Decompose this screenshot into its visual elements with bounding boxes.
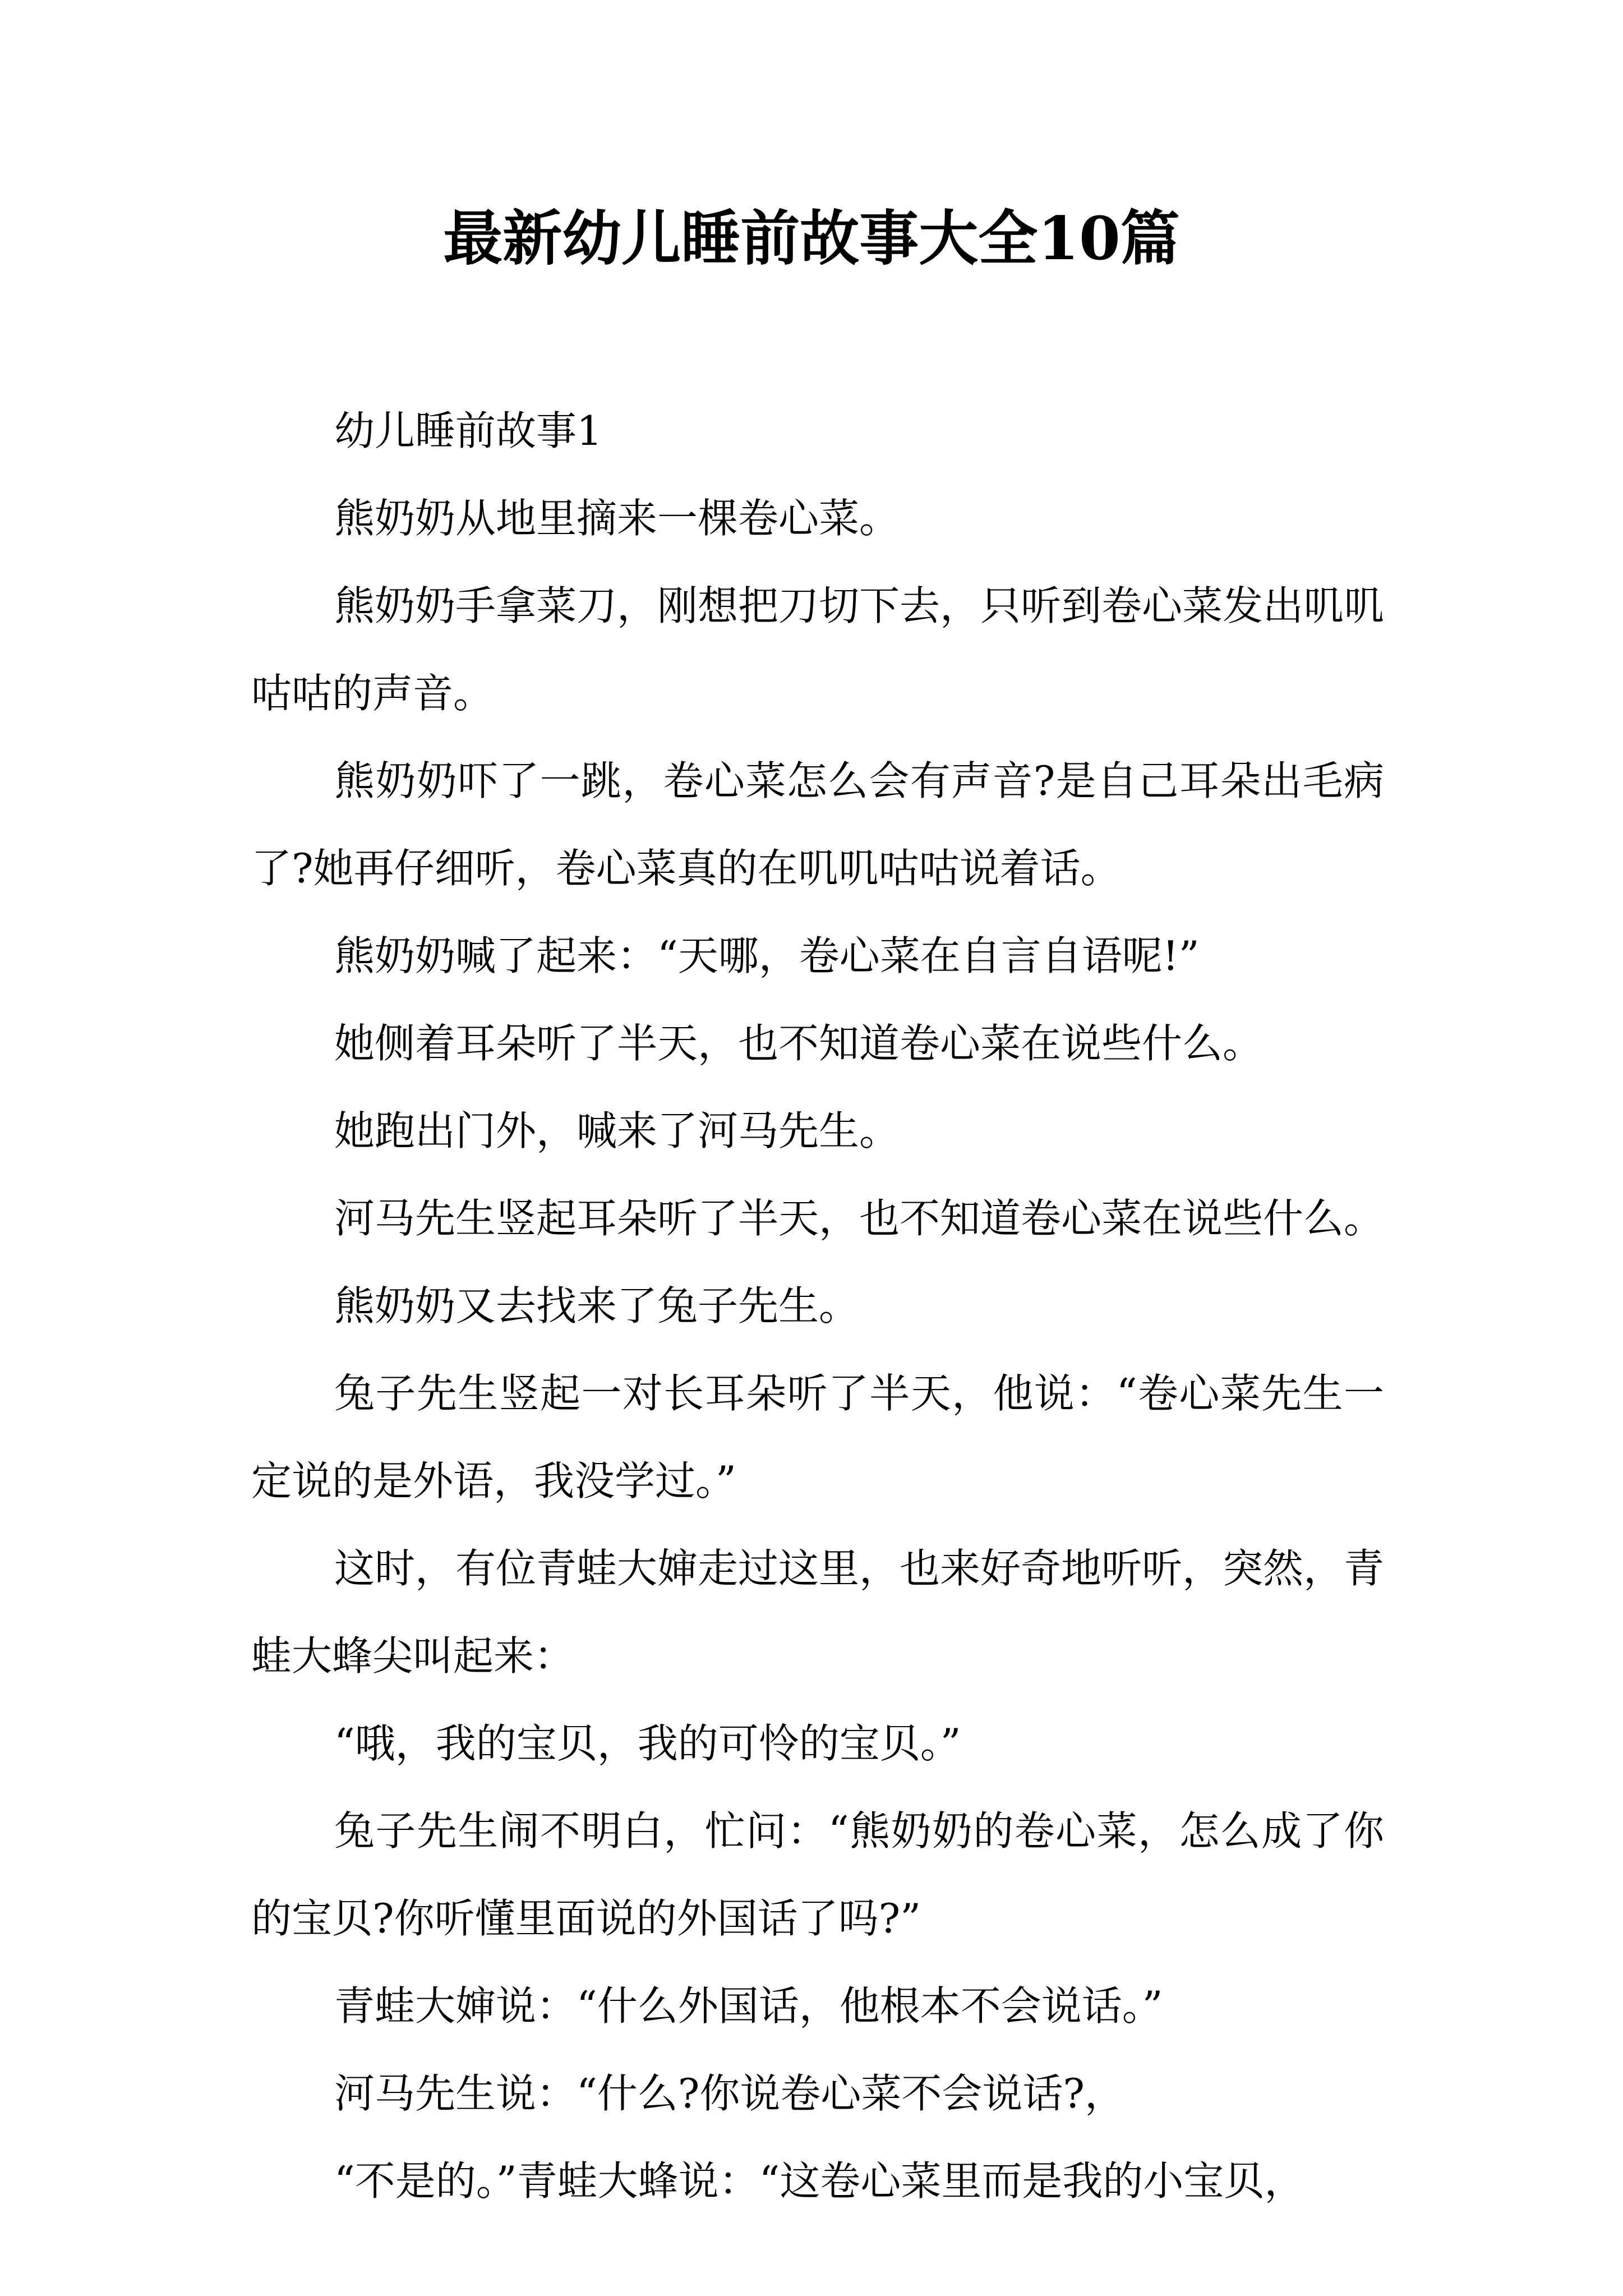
- story-heading: 幼儿睡前故事1: [334, 407, 602, 454]
- paragraph: 熊奶奶手拿菜刀，刚想把刀切下去，只听到卷心菜发出叽叽咕咕的声音。: [251, 582, 1385, 717]
- paragraph: 青蛙大婶说：“什么外国话，他根本不会说话。”: [334, 1982, 1163, 2030]
- paragraph: 兔子先生闹不明白，忙问：“熊奶奶的卷心菜，怎么成了你的宝贝?你听懂里面说的外国话了吗?”: [251, 1807, 1384, 1942]
- paragraph: 兔子先生竖起一对长耳朵听了半天，他说：“卷心菜先生一定说的是外语，我没学过。”: [251, 1370, 1384, 1504]
- paragraph: 熊奶奶吓了一跳，卷心菜怎么会有声音?是自己耳朵出毛病了?她再仔细听，卷心菜真的在叽叽咕咕说着话。: [251, 757, 1384, 892]
- paragraph: 她跑出门外，喊来了河马先生。: [334, 1107, 900, 1154]
- paragraph: 这时，有位青蛙大婶走过这里，也来好奇地听听，突然，青蛙大蜂尖叫起来：: [251, 1545, 1385, 1680]
- paragraph: 她侧着耳朵听了半天，也不知道卷心菜在说些什么。: [334, 1020, 1264, 1067]
- paragraph: 熊奶奶喊了起来：“天哪，卷心菜在自言自语呢!”: [334, 932, 1200, 979]
- paragraph: 河马先生说：“什么?你说卷心菜不会说话?，: [334, 2070, 1126, 2117]
- paragraph: “哦，我的宝贝，我的可怜的宝贝。”: [334, 1720, 961, 1767]
- paragraph: 熊奶奶又去找来了兔子先生。: [334, 1282, 860, 1329]
- paragraph: 河马先生竖起耳朵听了半天，也不知道卷心菜在说些什么。: [334, 1195, 1385, 1242]
- paragraph: “不是的。”青蛙大蜂说：“这卷心菜里而是我的小宝贝，: [334, 2157, 1305, 2205]
- document-title: 最新幼儿睡前故事大全10篇: [443, 203, 1180, 273]
- paragraph: 熊奶奶从地里摘来一棵卷心菜。: [334, 495, 900, 542]
- document-body: [251, 387, 1384, 2225]
